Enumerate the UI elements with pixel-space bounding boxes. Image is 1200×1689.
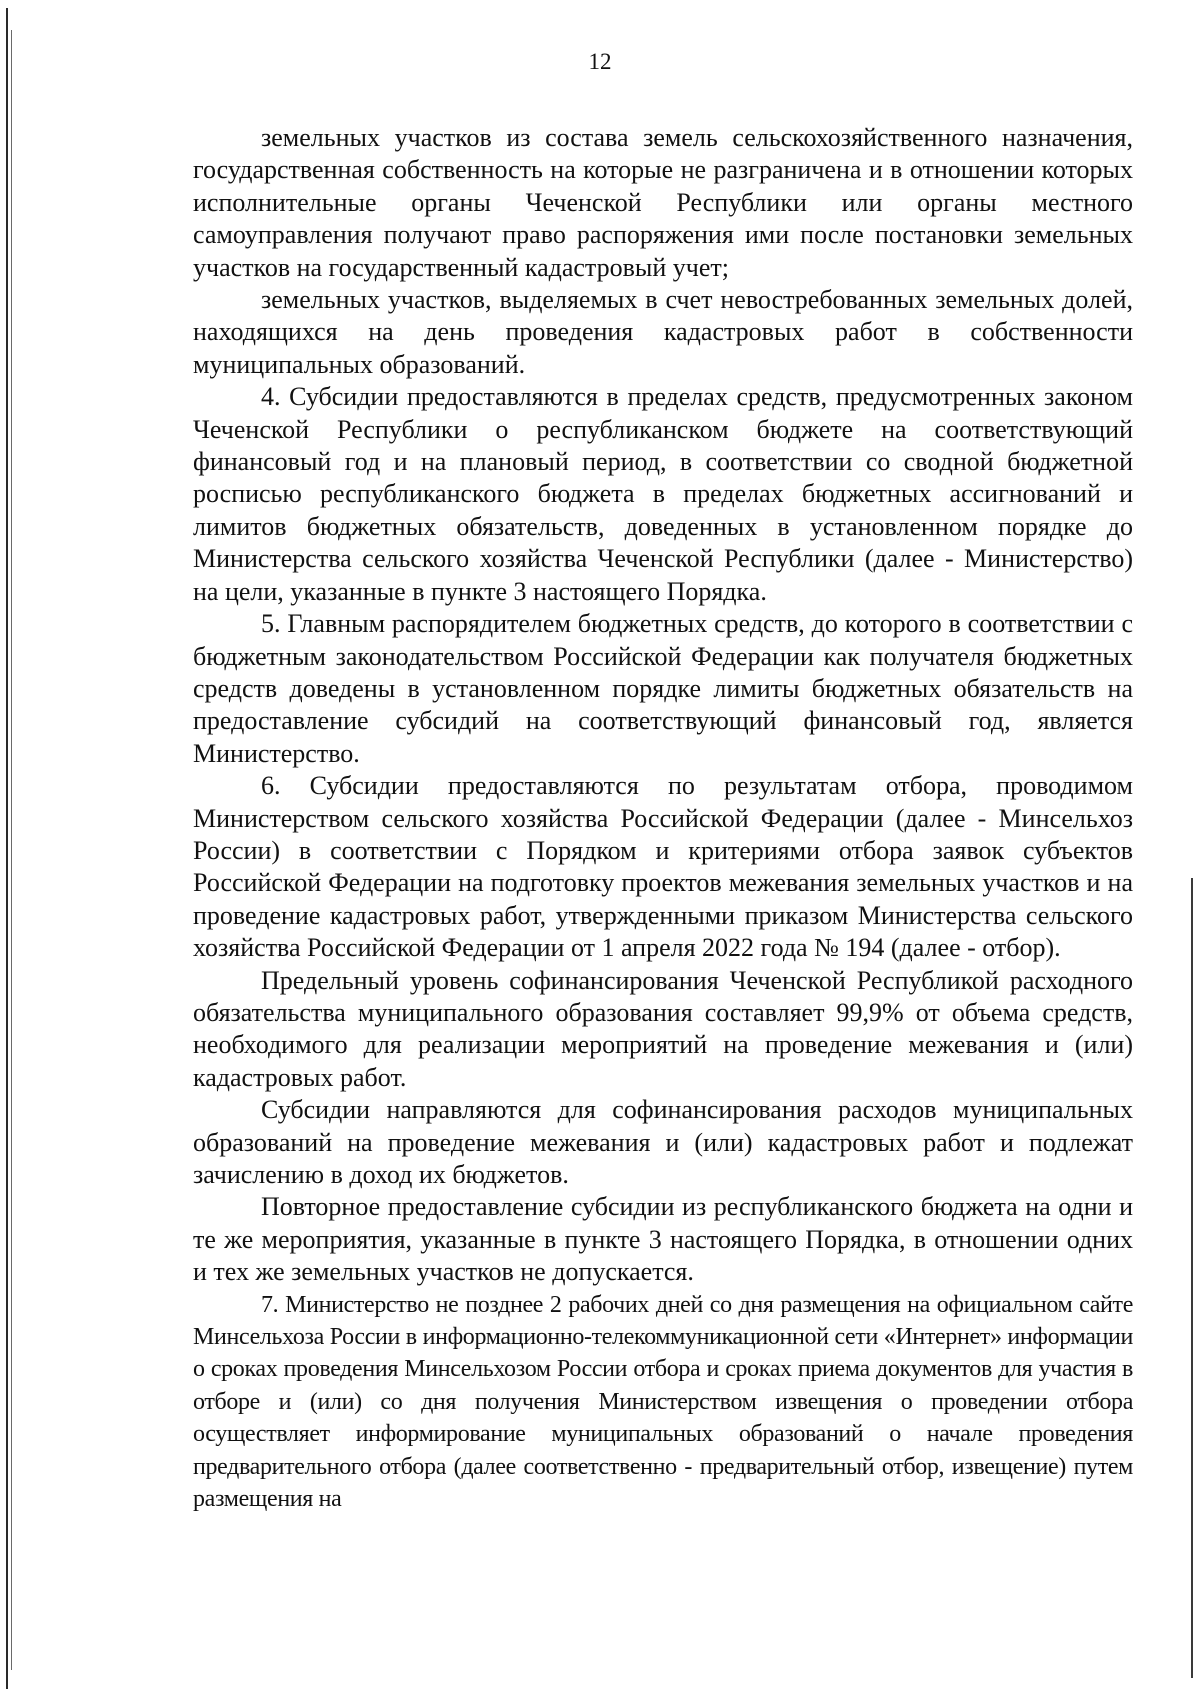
document-body: [193, 122, 1133, 1515]
paragraph-agricultural-land: земельных участков из состава земель сельскохозяйственного назначения, государственная собственность на которые не разграничена и в отношении которых исполнительные органы Чеченской Республики или органы местного самоуправления получают право распоряжения ими после постановки земельных участков на государственный кадастровый учет;: [193, 123, 1133, 282]
paragraph-cofinancing-level: Предельный уровень софинансирования Чеченской Республикой расходного обязательства муниципального образования составляет 99,9% от объема средств, необходимого для реализации мероприятий на проведение межевания и (или) кадастровых работ.: [193, 965, 1133, 1092]
scan-edge-left: [6, 8, 8, 1689]
paragraph-unclaimed-shares: земельных участков, выделяемых в счет невостребованных земельных долей, находящихся на день проведения кадастровых работ в собственности муниципальных образований.: [193, 285, 1133, 379]
paragraph-subsidy-direction: Субсидии направляются для софинансирования расходов муниципальных образований на проведение межевания и (или) кадастровых работ и подлежат зачислению в доход их бюджетов.: [193, 1095, 1133, 1189]
paragraph-clause-4: 4. Субсидии предоставляются в пределах средств, предусмотренных законом Чеченской Республики о республиканском бюджете на соответствующий финансовый год и на плановый период, в соответствии со сводной бюджетной росписью республиканского бюджета в пределах бюджетных ассигнований и лимитов бюджетных обязательств, доведенных в установленном порядке до Министерства сельского хозяйства Чеченской Республики (далее - Министерство) на цели, указанные в пункте 3 настоящего Порядка.: [193, 382, 1133, 606]
paragraph-clause-7: 7. Министерство не позднее 2 рабочих дней со дня размещения на официальном сайте Минсельхоза России в информационно-телекоммуникационной сети «Интернет» информации о сроках проведения Минсельхозом России отбора и сроках приема документов для участия в отборе и (или) со дня получения Министерством извещения о проведении отбора осуществляет информирование муниципальных образований о начале проведения предварительного отбора (далее соответственно - предварительный отбор, извещение) путем размещения на: [193, 1291, 1133, 1513]
paragraph-clause-5: 5. Главным распорядителем бюджетных средств, до которого в соответствии с бюджетным законодательством Российской Федерации как получателя бюджетных средств доведены в установленном порядке лимиты бюджетных обязательств на предоставление субсидий на соответствующий финансовый год, является Министерство.: [193, 609, 1133, 768]
page-number: 12: [588, 49, 612, 74]
scan-edge-left-inner: [11, 30, 12, 1670]
paragraph-repeat-subsidy: Повторное предоставление субсидии из республиканского бюджета на одни и те же мероприятия, указанные в пункте 3 настоящего Порядка, в отношении одних и тех же земельных участков не допускается.: [193, 1192, 1133, 1287]
paragraph-clause-6: 6. Субсидии предоставляются по результатам отбора, проводимом Министерством сельского хозяйства Российской Федерации (далее - Минсельхоз России) в соответствии с Порядком и критериями отбора заявок субъектов Российской Федерации на подготовку проектов межевания земельных участков и на проведение кадастровых работ, утвержденными приказом Министерства сельского хозяйства Российской Федерации от 1 апреля 2022 года № 194 (далее - отбор).: [193, 771, 1133, 963]
scan-edge-right: [1191, 878, 1193, 1678]
